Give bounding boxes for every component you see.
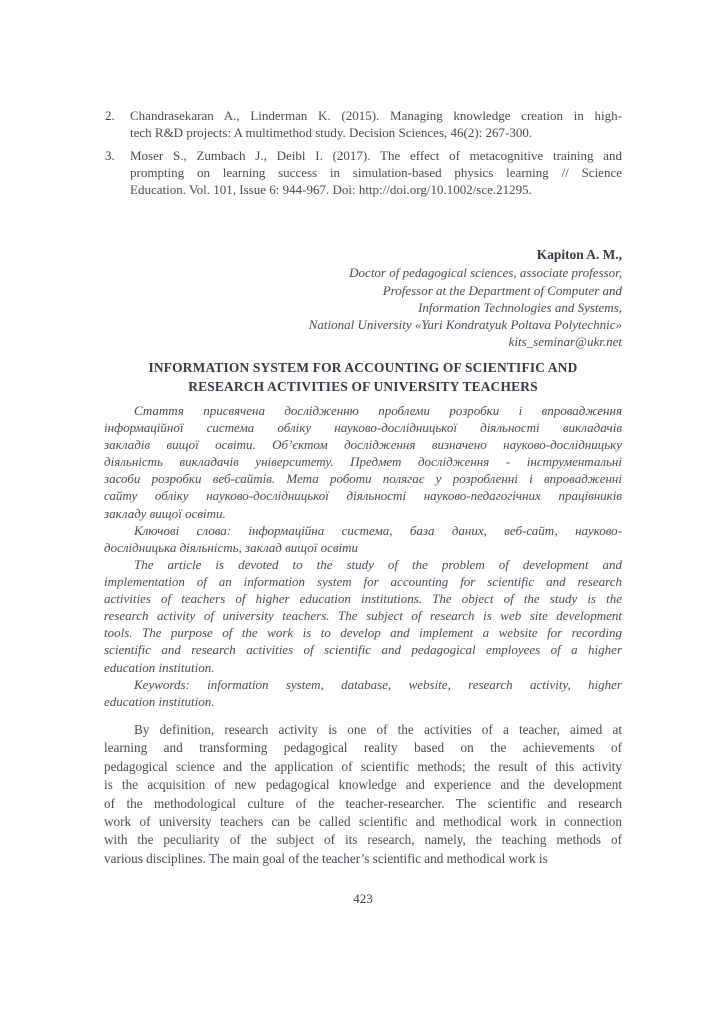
text-line: інформаційної система обліку науково-дослідницької діяльності викладачів (104, 420, 622, 436)
page-number: 423 (353, 891, 373, 906)
text-line: National University «Yuri Kondratyuk Poltava Polytechnic» (308, 317, 622, 333)
text-line: INFORMATION SYSTEM FOR ACCOUNTING OF SCIENTIFIC AND (148, 360, 578, 375)
reference-text (130, 107, 622, 141)
text-line: tech R&D projects: A multimethod study. Decision Sciences, 46(2): 267-300. (130, 125, 533, 140)
text-line: By definition, research activity is one of the activities of a teacher, aimed at (134, 722, 622, 737)
reference-number: 3. (105, 148, 115, 163)
text-line: Chandrasekaran A., Linderman K. (2015). Managing knowledge creation in high- (130, 108, 622, 123)
text-line: The article is devoted to the study of the problem of development and (134, 557, 622, 572)
text-line: work of university teachers can be called scientific and methodical work in connection (104, 814, 622, 830)
text-line: Ключові слова: інформаційна система, база даних, веб-сайт, науково- (134, 523, 622, 538)
keywords-english (104, 676, 622, 710)
text-line: education institution. (104, 659, 215, 675)
text-line: діяльність викладачів університету. Предмет дослідження - інструментальні (104, 454, 622, 470)
reference-item (104, 107, 622, 141)
text-line: закладів вищої освіти. Об’єктом дослідження визначено науково-дослідницьку (104, 437, 622, 453)
text-line: kits_seminar@ukr.net (508, 334, 622, 350)
text-line: RESEARCH ACTIVITIES OF UNIVERSITY TEACHERS (188, 379, 538, 394)
text-line: засоби розробки веб-сайтів. Мета роботи полягає у розробленні і впровадженні (104, 471, 622, 487)
reference-number: 2. (105, 108, 115, 123)
text-line: Doctor of pedagogical sciences, associate professor, (349, 265, 622, 281)
author-name: Kapiton A. M., (536, 247, 622, 262)
abstract-english (104, 556, 622, 676)
keywords-ukrainian (104, 522, 622, 556)
text-line: дослідницька діяльність, заклад вищої освіти (104, 540, 358, 556)
article-title (104, 358, 622, 396)
text-line: scientific and research activities of scientific and pedagogical employees of a higher (104, 642, 622, 658)
text-line: закладу вищої освіти. (104, 505, 226, 521)
reference-text (130, 147, 622, 198)
text-line: Стаття присвячена дослідженню проблеми розробки і впровадження (134, 403, 622, 418)
text-line: research activity of university teachers. The subject of research is web site development (104, 608, 622, 624)
text-line: with the peculiarity of the subject of its research, namely, the teaching methods of (104, 832, 622, 848)
text-line: learning and transforming pedagogical reality based on the achievements of (104, 740, 622, 756)
text-line: of the methodological culture of the teacher-researcher. The scientific and research (104, 795, 622, 811)
text-line: education institution. (104, 694, 215, 710)
author-affiliation (104, 264, 622, 350)
text-line: Professor at the Department of Computer and (382, 282, 622, 298)
text-line: Moser S., Zumbach J., Deibl I. (2017). The effect of metacognitive training and (130, 148, 622, 163)
text-line: implementation of an information system for accounting for scientific and research (104, 574, 622, 590)
text-line: Education. Vol. 101, Issue 6: 944-967. Doi: http://doi.org/10.1002/sce.21295. (130, 182, 532, 197)
body-paragraph (104, 721, 622, 868)
reference-item (104, 147, 622, 198)
author-block (104, 246, 622, 351)
text-line: tools. The purpose of the work is to develop and implement a website for recording (104, 625, 622, 641)
text-line: prompting on learning success in simulation-based physics learning // Science (130, 165, 622, 180)
reference-list (104, 107, 622, 204)
text-line: Information Technologies and Systems, (418, 299, 622, 315)
text-line: Keywords: information system, database, website, research activity, higher (134, 677, 622, 692)
text-line: pedagogical science and the application of scientific methods; the result of this activity (104, 758, 622, 774)
abstract-ukrainian (104, 402, 622, 522)
text-line: activities of teachers of higher education institutions. The object of the study is the (104, 591, 622, 607)
text-line: is the acquisition of new pedagogical knowledge and experience and the development (104, 777, 622, 793)
text-line: сайту обліку науково-дослідницької діяльності науково-педагогічних працівників (104, 488, 622, 504)
text-line: various disciplines. The main goal of the teacher’s scientific and methodical work is (104, 850, 548, 866)
